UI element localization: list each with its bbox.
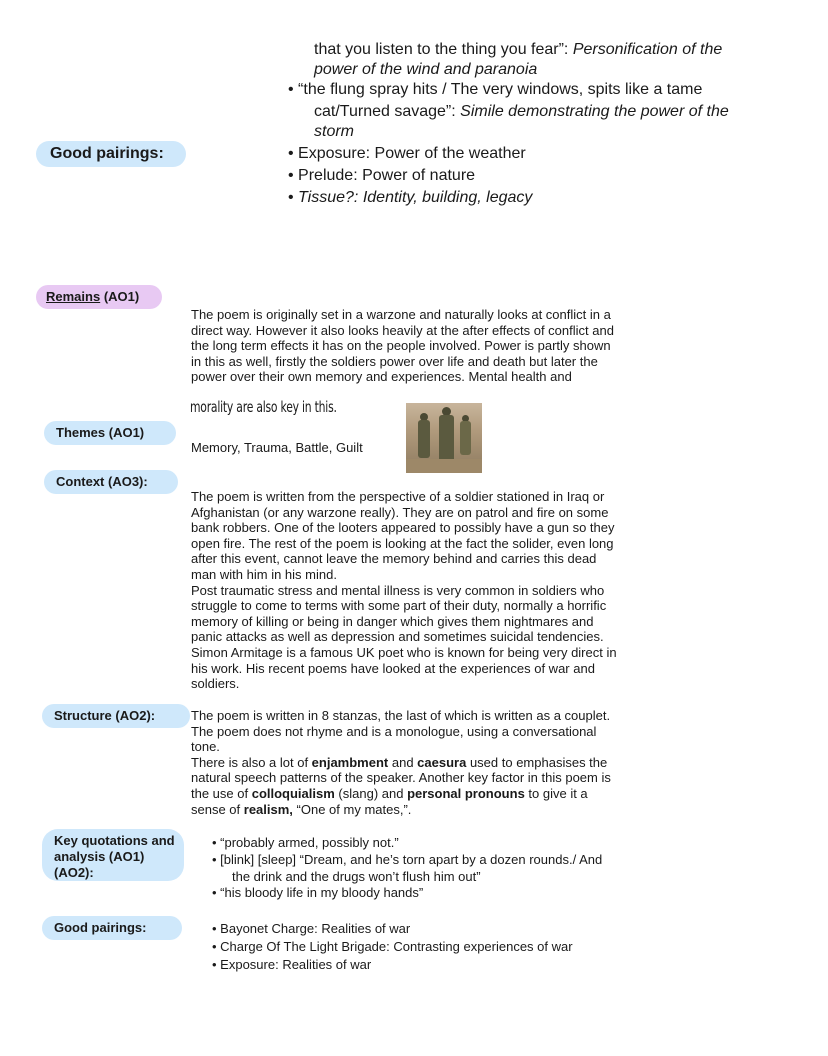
soldiers-photo xyxy=(406,403,482,473)
prev-quote-line-2: power of the wind and paranoia xyxy=(314,61,538,78)
quote-item: • [blink] [sleep] “Dream, and he’s torn apart by a dozen rounds./ And xyxy=(212,852,603,867)
prev-good-pairings-label: Good pairings: xyxy=(36,141,186,167)
prev-pairing-item: • Prelude: Power of nature xyxy=(288,167,476,184)
themes-text: Memory, Trauma, Battle, Guilt xyxy=(191,440,363,455)
themes-label: Themes (AO1) xyxy=(44,421,176,445)
remains-intro: The poem is originally set in a warzone and naturally looks at conflict in a direct way. However it also looks heavily at the after effects of conflict and the long term effects it has on the people involved. Power is partly shown in this as well, firstly the soldiers power over life and death but later the power over their own memory and experiences. Mental health and xyxy=(191,307,614,385)
good-pairings-label: Good pairings: xyxy=(42,916,182,940)
quote-item-continuation: the drink and the drugs won’t flush him out” xyxy=(232,869,481,884)
quotes-label: Key quotations and analysis (AO1) (AO2): xyxy=(54,833,175,880)
prev-quote-line-1: that you listen to the thing you fear”: Personification of the xyxy=(314,41,723,58)
handwritten-note: morality are also key in this. xyxy=(190,398,337,416)
prev-pairing-item: • Exposure: Power of the weather xyxy=(288,145,526,162)
context-label: Context (AO3): xyxy=(44,470,178,494)
prev-bullet-quote-line-3: storm xyxy=(314,123,354,140)
context-text: The poem is written from the perspective of a soldier stationed in Iraq or Afghanistan (or any warzone really). They are on patrol and fire on some bank robbers. One of the looters appeared to possibly have a gun so they open fire. The rest of the poem is looking at the fact the solider, even long after this event, cannot leave the memory behind and carries this dead man with him in his mind. Post traumatic stress and mental illness is very common in soldiers who struggle to come to terms with some part of their duty, normally a horrific memory of killing or being in danger which gives them nightmares and panic attacks as well as depression and sometimes suicidal tendencies. Simon Armitage is a famous UK poet who is known for being very direct in his work. His recent poems have looked at the experiences of war and soldiers. xyxy=(191,489,617,692)
prev-bullet-quote-line-1: • “the flung spray hits / The very windows, spits like a tame xyxy=(288,81,703,98)
prev-bullet-quote-line-2: cat/Turned savage”: Simile demonstrating the power of the xyxy=(314,103,729,120)
quote-item: • “his bloody life in my bloody hands” xyxy=(212,885,424,900)
quote-item: • “probably armed, possibly not.” xyxy=(212,835,399,850)
structure-text: The poem is written in 8 stanzas, the last of which is written as a couplet. The poem does not rhyme and is a monologue, using a conversational tone. There is also a lot of enjambment and caesura used to emphasises the natural speech patterns of the speaker. Another key factor in this poem is the use of colloquialism (slang) and personal pronouns to give it a sense of realism, “One of my mates,”. xyxy=(191,708,611,817)
pairing-item: • Bayonet Charge: Realities of war xyxy=(212,921,411,936)
pairing-item: • Exposure: Realities of war xyxy=(212,957,372,972)
prev-pairing-item: • Tissue?: Identity, building, legacy xyxy=(288,189,533,206)
structure-label: Structure (AO2): xyxy=(42,704,190,728)
remains-title: Remains (AO1) xyxy=(36,285,162,309)
pairing-item: • Charge Of The Light Brigade: Contrasting experiences of war xyxy=(212,939,573,954)
